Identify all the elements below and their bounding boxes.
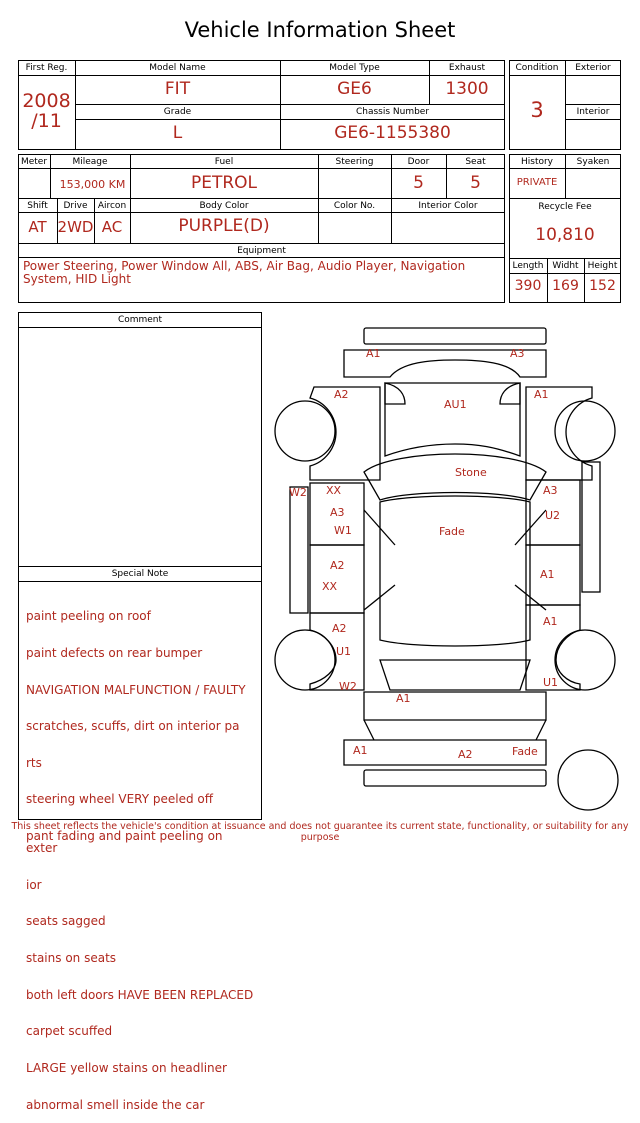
damage-mark: A2: [458, 748, 473, 761]
note-line: steering wheel VERY peeled off: [26, 792, 214, 807]
damage-mark: A3: [543, 484, 558, 497]
note-line: paint peeling on roof: [26, 609, 151, 624]
chassis-label: Chassis Number: [355, 107, 430, 117]
damage-mark: Fade: [512, 745, 538, 758]
car-damage-diagram: [270, 320, 635, 820]
note-line: seats sagged: [26, 914, 106, 929]
damage-mark: AU1: [444, 398, 467, 411]
grade-value: L: [172, 123, 183, 143]
note-line: LARGE yellow stains on headliner: [26, 1060, 227, 1075]
right-side-sill: [582, 462, 600, 592]
damage-mark: W1: [334, 524, 352, 537]
first-reg-label: First Reg.: [25, 63, 68, 73]
aircon-value: AC: [101, 218, 123, 236]
rear-window: [380, 660, 530, 690]
door-value: 5: [413, 173, 424, 193]
note-line: NAVIGATION MALFUNCTION / FAULTY: [26, 682, 246, 697]
roof: [380, 496, 530, 646]
model-type-label: Model Type: [329, 63, 380, 73]
note-line: pant fading and paint peeling on exter: [26, 829, 227, 856]
note-line: stains on seats: [26, 951, 117, 966]
interior-color-label: Interior Color: [418, 201, 478, 211]
seat-label: Seat: [465, 157, 486, 167]
front-right-wheel: [555, 401, 615, 461]
rear-bumper-bar: [364, 770, 546, 786]
damage-mark: U2: [545, 509, 561, 522]
left-headlight: [385, 383, 405, 404]
hood: [385, 383, 520, 456]
steering-label: Steering: [335, 157, 374, 167]
damage-mark: A1: [534, 388, 549, 401]
mileage-label: Mileage: [72, 157, 108, 167]
damage-mark: A1: [540, 568, 555, 581]
note-line: both left doors HAVE BEEN REPLACED: [26, 987, 254, 1002]
damage-mark: A2: [334, 388, 349, 401]
exterior-label: Exterior: [575, 63, 611, 73]
damage-mark: A1: [543, 615, 558, 628]
note-line: abnormal smell inside the car: [26, 1097, 205, 1112]
left-side-sill: [290, 487, 308, 613]
rear-right-wheel: [555, 630, 615, 690]
model-name-label: Model Name: [149, 63, 206, 73]
damage-mark: A1: [353, 744, 368, 757]
note-line: paint defects on rear bumper: [26, 646, 203, 661]
damage-mark: A1: [396, 692, 411, 705]
front-left-wheel: [275, 401, 335, 461]
shift-value: AT: [28, 218, 47, 236]
recycle-fee-value: 10,810: [535, 225, 595, 245]
seat-value: 5: [470, 173, 481, 193]
shift-label: Shift: [27, 201, 48, 211]
damage-mark: A3: [330, 506, 345, 519]
recycle-fee-label: Recycle Fee: [538, 202, 592, 212]
comment-label: Comment: [117, 315, 163, 325]
body-color-label: Body Color: [199, 201, 249, 211]
model-name-value: FIT: [164, 79, 191, 99]
mileage-value: 153,000 KM: [59, 178, 126, 191]
damage-mark: XX: [322, 580, 338, 593]
exhaust-label: Exhaust: [448, 63, 486, 73]
trunk: [364, 692, 546, 720]
spare-wheel: [558, 750, 618, 810]
drive-value: 2WD: [57, 218, 94, 236]
syaken-label: Syaken: [576, 157, 610, 167]
sheet-title: Vehicle Information Sheet: [184, 18, 456, 42]
equipment-label: Equipment: [237, 246, 286, 256]
equipment-value: Power Steering, Power Window All, ABS, Air Bag, Audio Player, Navigation System, HID Light: [23, 259, 466, 286]
damage-mark: A3: [510, 347, 525, 360]
damage-mark: A1: [366, 347, 381, 360]
fuel-value: PETROL: [190, 173, 258, 193]
note-line: rts: [26, 755, 42, 770]
door-label: Door: [407, 157, 430, 167]
height-value: 152: [589, 278, 616, 294]
damage-mark: A2: [330, 559, 345, 572]
damage-mark: XX: [326, 484, 342, 497]
damage-mark: U1: [543, 676, 559, 689]
note-line: scratches, scuffs, dirt on interior pa: [26, 719, 240, 734]
exhaust-value: 1300: [445, 79, 489, 99]
width-value: 169: [552, 278, 579, 294]
drive-label: Drive: [63, 201, 88, 211]
damage-mark: U1: [336, 645, 352, 658]
model-type-value: GE6: [337, 79, 372, 99]
damage-mark: Fade: [439, 525, 465, 538]
condition-grade: 3: [530, 98, 544, 122]
damage-mark: Stone: [455, 466, 487, 479]
fuel-label: Fuel: [214, 157, 234, 167]
width-label: Widht: [552, 261, 579, 271]
aircon-label: Aircon: [97, 201, 127, 211]
left-rear-door: [310, 545, 364, 613]
right-headlight: [500, 383, 520, 404]
front-bumper-bar: [364, 328, 546, 344]
history-value: PRIVATE: [516, 177, 558, 188]
note-line: ior: [26, 877, 42, 892]
first-reg-year: 2008: [22, 90, 71, 112]
damage-mark: A2: [332, 622, 347, 635]
length-label: Length: [512, 261, 544, 271]
interior-label: Interior: [576, 107, 610, 117]
note-line: carpet scuffed: [26, 1024, 113, 1039]
height-label: Height: [587, 261, 618, 271]
length-value: 390: [514, 278, 542, 294]
chassis-value: GE6-1155380: [334, 123, 451, 143]
special-note-label: Special Note: [111, 569, 169, 579]
history-label: History: [520, 157, 554, 167]
rear-corners: [364, 720, 546, 740]
meter-label: Meter: [20, 157, 48, 167]
special-note-text: [26, 586, 256, 1123]
damage-mark: W2: [339, 680, 357, 693]
disclaimer-footer: This sheet reflects the vehicle's condition at issuance and does not guarantee its current state, functionality, or suitability for any purpose: [11, 821, 629, 843]
grade-label: Grade: [163, 107, 192, 117]
body-color-value: PURPLE(D): [178, 216, 270, 236]
color-no-label: Color No.: [333, 201, 376, 211]
first-reg-month: /11: [31, 110, 62, 132]
damage-mark: W2: [289, 486, 307, 499]
condition-label: Condition: [515, 63, 559, 73]
